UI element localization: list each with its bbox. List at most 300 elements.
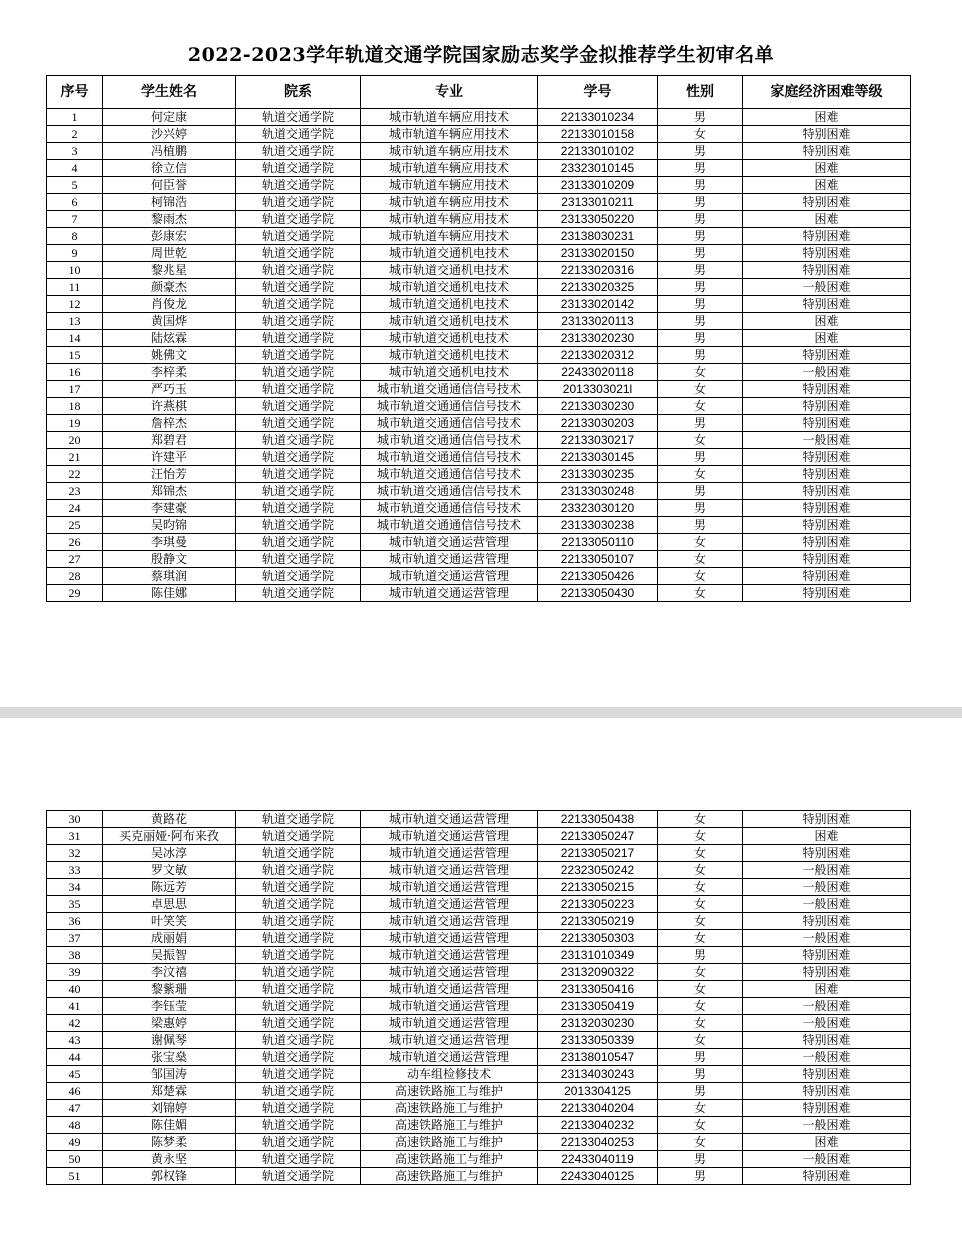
- cell-major: 城市轨道交通运营管理: [361, 981, 538, 998]
- cell-index: 15: [47, 347, 103, 364]
- cell-department: 轨道交通学院: [236, 449, 361, 466]
- table-row: [47, 947, 911, 964]
- cell-name: 汪怡芳: [103, 466, 236, 483]
- cell-student-id: 23133050416: [538, 981, 658, 998]
- table-row: [47, 109, 911, 126]
- cell-gender: 男: [658, 211, 743, 228]
- cell-name: 梁惠婷: [103, 1015, 236, 1032]
- cell-index: 35: [47, 896, 103, 913]
- cell-major: 城市轨道交通通信信号技术: [361, 483, 538, 500]
- cell-department: 轨道交通学院: [236, 1134, 361, 1151]
- cell-index: 16: [47, 364, 103, 381]
- cell-department: 轨道交通学院: [236, 1083, 361, 1100]
- cell-hardship-level: 特别困难: [743, 568, 911, 585]
- cell-major: 城市轨道交通运营管理: [361, 879, 538, 896]
- student-list-table-page2: [46, 810, 911, 1185]
- cell-hardship-level: 特别困难: [743, 947, 911, 964]
- cell-name: 陈佳娜: [103, 585, 236, 602]
- cell-student-id: 23138010547: [538, 1049, 658, 1066]
- cell-student-id: 22133050215: [538, 879, 658, 896]
- cell-department: 轨道交通学院: [236, 228, 361, 245]
- cell-major: 城市轨道交通通信信号技术: [361, 500, 538, 517]
- cell-gender: 男: [658, 245, 743, 262]
- cell-name: 李梓柔: [103, 364, 236, 381]
- cell-name: 郑楚霖: [103, 1083, 236, 1100]
- cell-department: 轨道交通学院: [236, 415, 361, 432]
- table-row: [47, 862, 911, 879]
- cell-hardship-level: 困难: [743, 981, 911, 998]
- col-header-student-id: 学号: [538, 76, 658, 109]
- cell-gender: 男: [658, 262, 743, 279]
- cell-hardship-level: 一般困难: [743, 1151, 911, 1168]
- cell-student-id: 22133020316: [538, 262, 658, 279]
- cell-department: 轨道交通学院: [236, 1100, 361, 1117]
- table-row: [47, 1049, 911, 1066]
- cell-gender: 男: [658, 483, 743, 500]
- cell-index: 41: [47, 998, 103, 1015]
- cell-hardship-level: 特别困难: [743, 415, 911, 432]
- cell-hardship-level: 特别困难: [743, 398, 911, 415]
- cell-student-id: 23133020113: [538, 313, 658, 330]
- cell-gender: 男: [658, 279, 743, 296]
- cell-department: 轨道交通学院: [236, 981, 361, 998]
- cell-gender: 女: [658, 964, 743, 981]
- cell-index: 37: [47, 930, 103, 947]
- cell-name: 黎兆星: [103, 262, 236, 279]
- cell-department: 轨道交通学院: [236, 913, 361, 930]
- cell-gender: 女: [658, 879, 743, 896]
- cell-hardship-level: 一般困难: [743, 879, 911, 896]
- cell-hardship-level: 困难: [743, 828, 911, 845]
- cell-department: 轨道交通学院: [236, 194, 361, 211]
- cell-hardship-level: 特别困难: [743, 1083, 911, 1100]
- cell-index: 4: [47, 160, 103, 177]
- cell-name: 黄永坚: [103, 1151, 236, 1168]
- table-row: [47, 194, 911, 211]
- cell-student-id: 22133050110: [538, 534, 658, 551]
- cell-name: 殷静文: [103, 551, 236, 568]
- table-row: [47, 364, 911, 381]
- cell-major: 城市轨道车辆应用技术: [361, 228, 538, 245]
- cell-major: 城市轨道交通运营管理: [361, 1015, 538, 1032]
- cell-major: 高速铁路施工与维护: [361, 1100, 538, 1117]
- cell-gender: 男: [658, 347, 743, 364]
- cell-major: 城市轨道交通通信信号技术: [361, 449, 538, 466]
- cell-student-id: 22133050303: [538, 930, 658, 947]
- cell-gender: 女: [658, 381, 743, 398]
- cell-major: 城市轨道交通机电技术: [361, 262, 538, 279]
- cell-major: 城市轨道交通机电技术: [361, 296, 538, 313]
- cell-major: 城市轨道交通运营管理: [361, 828, 538, 845]
- cell-gender: 男: [658, 177, 743, 194]
- cell-major: 城市轨道交通运营管理: [361, 998, 538, 1015]
- cell-gender: 女: [658, 1100, 743, 1117]
- cell-major: 城市轨道交通通信信号技术: [361, 517, 538, 534]
- table-row: [47, 913, 911, 930]
- cell-major: 城市轨道交通机电技术: [361, 245, 538, 262]
- cell-student-id: 22133020325: [538, 279, 658, 296]
- cell-major: 高速铁路施工与维护: [361, 1083, 538, 1100]
- cell-student-id: 23323010145: [538, 160, 658, 177]
- cell-major: 高速铁路施工与维护: [361, 1117, 538, 1134]
- cell-hardship-level: 困难: [743, 160, 911, 177]
- cell-department: 轨道交通学院: [236, 896, 361, 913]
- table-row: [47, 879, 911, 896]
- cell-student-id: 22133030145: [538, 449, 658, 466]
- cell-hardship-level: 特别困难: [743, 466, 911, 483]
- cell-student-id: 22433020118: [538, 364, 658, 381]
- cell-index: 10: [47, 262, 103, 279]
- cell-student-id: 22133040204: [538, 1100, 658, 1117]
- cell-major: 高速铁路施工与维护: [361, 1134, 538, 1151]
- table-row: [47, 551, 911, 568]
- cell-major: 城市轨道交通运营管理: [361, 913, 538, 930]
- cell-major: 城市轨道车辆应用技术: [361, 177, 538, 194]
- cell-name: 李汶禧: [103, 964, 236, 981]
- cell-department: 轨道交通学院: [236, 998, 361, 1015]
- cell-index: 12: [47, 296, 103, 313]
- cell-major: 城市轨道交通运营管理: [361, 1049, 538, 1066]
- cell-gender: 男: [658, 228, 743, 245]
- cell-name: 陈佳媚: [103, 1117, 236, 1134]
- cell-name: 刘锦婷: [103, 1100, 236, 1117]
- cell-name: 严巧玉: [103, 381, 236, 398]
- cell-student-id: 23138030231: [538, 228, 658, 245]
- cell-major: 城市轨道交通运营管理: [361, 585, 538, 602]
- cell-student-id: 22133010158: [538, 126, 658, 143]
- cell-name: 罗文敏: [103, 862, 236, 879]
- cell-department: 轨道交通学院: [236, 432, 361, 449]
- cell-hardship-level: 特别困难: [743, 194, 911, 211]
- table-row: [47, 449, 911, 466]
- table-row: [47, 296, 911, 313]
- cell-student-id: 22133050426: [538, 568, 658, 585]
- cell-index: 13: [47, 313, 103, 330]
- cell-index: 22: [47, 466, 103, 483]
- cell-department: 轨道交通学院: [236, 845, 361, 862]
- cell-student-id: 23133050339: [538, 1032, 658, 1049]
- cell-hardship-level: 特别困难: [743, 845, 911, 862]
- cell-hardship-level: 特别困难: [743, 143, 911, 160]
- cell-gender: 女: [658, 551, 743, 568]
- cell-hardship-level: 特别困难: [743, 126, 911, 143]
- cell-student-id: 22133050217: [538, 845, 658, 862]
- cell-index: 23: [47, 483, 103, 500]
- col-header-department: 院系: [236, 76, 361, 109]
- cell-name: 邹国涛: [103, 1066, 236, 1083]
- cell-major: 城市轨道交通运营管理: [361, 947, 538, 964]
- table-row: [47, 896, 911, 913]
- table-row: [47, 1032, 911, 1049]
- cell-gender: 女: [658, 585, 743, 602]
- cell-index: 3: [47, 143, 103, 160]
- cell-name: 吴昀锦: [103, 517, 236, 534]
- cell-department: 轨道交通学院: [236, 585, 361, 602]
- cell-index: 21: [47, 449, 103, 466]
- table-row: [47, 517, 911, 534]
- cell-hardship-level: 一般困难: [743, 896, 911, 913]
- cell-gender: 男: [658, 500, 743, 517]
- cell-department: 轨道交通学院: [236, 811, 361, 828]
- cell-department: 轨道交通学院: [236, 381, 361, 398]
- cell-index: 24: [47, 500, 103, 517]
- cell-major: 高速铁路施工与维护: [361, 1168, 538, 1185]
- cell-hardship-level: 特别困难: [743, 483, 911, 500]
- cell-name: 许燕棋: [103, 398, 236, 415]
- cell-gender: 女: [658, 1015, 743, 1032]
- table-row: [47, 500, 911, 517]
- cell-gender: 女: [658, 913, 743, 930]
- cell-hardship-level: 特别困难: [743, 228, 911, 245]
- cell-department: 轨道交通学院: [236, 483, 361, 500]
- table-body-page2: [47, 811, 911, 1185]
- cell-hardship-level: 特别困难: [743, 913, 911, 930]
- cell-department: 轨道交通学院: [236, 947, 361, 964]
- cell-gender: 女: [658, 398, 743, 415]
- cell-hardship-level: 特别困难: [743, 262, 911, 279]
- table-row: [47, 347, 911, 364]
- student-list-table-page1: [46, 75, 911, 602]
- table-row: [47, 262, 911, 279]
- cell-gender: 男: [658, 143, 743, 160]
- cell-student-id: 22133030230: [538, 398, 658, 415]
- table-row: [47, 228, 911, 245]
- cell-index: 48: [47, 1117, 103, 1134]
- cell-gender: 男: [658, 449, 743, 466]
- cell-department: 轨道交通学院: [236, 879, 361, 896]
- cell-student-id: 23133030248: [538, 483, 658, 500]
- cell-index: 25: [47, 517, 103, 534]
- cell-gender: 男: [658, 1066, 743, 1083]
- cell-gender: 男: [658, 194, 743, 211]
- table-row: [47, 585, 911, 602]
- cell-hardship-level: 困难: [743, 313, 911, 330]
- cell-gender: 女: [658, 1134, 743, 1151]
- col-header-gender: 性别: [658, 76, 743, 109]
- cell-hardship-level: 特别困难: [743, 381, 911, 398]
- table-row: [47, 1168, 911, 1185]
- cell-major: 城市轨道交通运营管理: [361, 534, 538, 551]
- cell-index: 49: [47, 1134, 103, 1151]
- table-row: [47, 534, 911, 551]
- cell-major: 城市轨道交通机电技术: [361, 279, 538, 296]
- cell-name: 郭权锋: [103, 1168, 236, 1185]
- cell-index: 46: [47, 1083, 103, 1100]
- cell-student-id: 23132090322: [538, 964, 658, 981]
- cell-name: 姚佛文: [103, 347, 236, 364]
- cell-index: 33: [47, 862, 103, 879]
- cell-hardship-level: 一般困难: [743, 862, 911, 879]
- cell-department: 轨道交通学院: [236, 245, 361, 262]
- cell-department: 轨道交通学院: [236, 964, 361, 981]
- cell-hardship-level: 特别困难: [743, 449, 911, 466]
- cell-student-id: 23133050220: [538, 211, 658, 228]
- cell-index: 42: [47, 1015, 103, 1032]
- cell-name: 卓思思: [103, 896, 236, 913]
- page-break-divider: [0, 707, 962, 718]
- table-row: [47, 811, 911, 828]
- cell-department: 轨道交通学院: [236, 109, 361, 126]
- cell-index: 51: [47, 1168, 103, 1185]
- cell-index: 39: [47, 964, 103, 981]
- cell-hardship-level: 一般困难: [743, 279, 911, 296]
- cell-name: 徐立信: [103, 160, 236, 177]
- cell-hardship-level: 特别困难: [743, 1066, 911, 1083]
- cell-hardship-level: 一般困难: [743, 998, 911, 1015]
- cell-index: 20: [47, 432, 103, 449]
- cell-hardship-level: 特别困难: [743, 245, 911, 262]
- cell-gender: 女: [658, 811, 743, 828]
- cell-index: 40: [47, 981, 103, 998]
- cell-name: 黎雨杰: [103, 211, 236, 228]
- table-row: [47, 160, 911, 177]
- cell-student-id: 22133040232: [538, 1117, 658, 1134]
- cell-student-id: 22133050107: [538, 551, 658, 568]
- cell-name: 许建平: [103, 449, 236, 466]
- cell-department: 轨道交通学院: [236, 262, 361, 279]
- cell-department: 轨道交通学院: [236, 364, 361, 381]
- cell-major: 高速铁路施工与维护: [361, 1151, 538, 1168]
- cell-student-id: 22133050219: [538, 913, 658, 930]
- cell-gender: 男: [658, 1083, 743, 1100]
- cell-name: 沙兴婷: [103, 126, 236, 143]
- cell-name: 陆炫霖: [103, 330, 236, 347]
- cell-gender: 女: [658, 432, 743, 449]
- cell-name: 肖俊龙: [103, 296, 236, 313]
- cell-index: 30: [47, 811, 103, 828]
- cell-index: 8: [47, 228, 103, 245]
- cell-gender: 女: [658, 126, 743, 143]
- cell-gender: 女: [658, 862, 743, 879]
- cell-student-id: 2013304125: [538, 1083, 658, 1100]
- cell-gender: 女: [658, 981, 743, 998]
- table-row: [47, 381, 911, 398]
- cell-name: 彭康宏: [103, 228, 236, 245]
- cell-major: 城市轨道车辆应用技术: [361, 109, 538, 126]
- cell-index: 1: [47, 109, 103, 126]
- cell-name: 吴冰淳: [103, 845, 236, 862]
- cell-student-id: 22133020312: [538, 347, 658, 364]
- table-row: [47, 845, 911, 862]
- col-header-major: 专业: [361, 76, 538, 109]
- cell-major: 城市轨道交通运营管理: [361, 930, 538, 947]
- cell-gender: 男: [658, 947, 743, 964]
- cell-name: 吴振智: [103, 947, 236, 964]
- table-row: [47, 432, 911, 449]
- cell-department: 轨道交通学院: [236, 279, 361, 296]
- cell-index: 36: [47, 913, 103, 930]
- cell-student-id: 23133020142: [538, 296, 658, 313]
- cell-name: 成丽娟: [103, 930, 236, 947]
- cell-student-id: 23133030238: [538, 517, 658, 534]
- cell-index: 19: [47, 415, 103, 432]
- cell-index: 26: [47, 534, 103, 551]
- cell-department: 轨道交通学院: [236, 126, 361, 143]
- table-row: [47, 126, 911, 143]
- table-row: [47, 211, 911, 228]
- cell-index: 27: [47, 551, 103, 568]
- cell-index: 9: [47, 245, 103, 262]
- cell-hardship-level: 特别困难: [743, 517, 911, 534]
- cell-index: 45: [47, 1066, 103, 1083]
- cell-hardship-level: 特别困难: [743, 585, 911, 602]
- cell-hardship-level: 困难: [743, 177, 911, 194]
- cell-gender: 男: [658, 1049, 743, 1066]
- cell-major: 城市轨道交通机电技术: [361, 330, 538, 347]
- cell-index: 14: [47, 330, 103, 347]
- cell-gender: 女: [658, 364, 743, 381]
- cell-gender: 女: [658, 845, 743, 862]
- cell-hardship-level: 困难: [743, 211, 911, 228]
- cell-department: 轨道交通学院: [236, 517, 361, 534]
- cell-hardship-level: 特别困难: [743, 296, 911, 313]
- cell-major: 城市轨道交通机电技术: [361, 313, 538, 330]
- cell-index: 34: [47, 879, 103, 896]
- cell-student-id: 22133040253: [538, 1134, 658, 1151]
- cell-name: 黎紫珊: [103, 981, 236, 998]
- cell-major: 城市轨道交通运营管理: [361, 1032, 538, 1049]
- cell-student-id: 22133030203: [538, 415, 658, 432]
- cell-gender: 男: [658, 1151, 743, 1168]
- table-row: [47, 313, 911, 330]
- cell-department: 轨道交通学院: [236, 534, 361, 551]
- cell-department: 轨道交通学院: [236, 1049, 361, 1066]
- cell-department: 轨道交通学院: [236, 1117, 361, 1134]
- cell-student-id: 23133030235: [538, 466, 658, 483]
- cell-major: 城市轨道车辆应用技术: [361, 211, 538, 228]
- table-row: [47, 330, 911, 347]
- cell-name: 何臣誉: [103, 177, 236, 194]
- table-row: [47, 415, 911, 432]
- cell-student-id: 22133030217: [538, 432, 658, 449]
- table-row: [47, 483, 911, 500]
- cell-major: 城市轨道交通机电技术: [361, 347, 538, 364]
- cell-gender: 男: [658, 330, 743, 347]
- cell-student-id: 23133050419: [538, 998, 658, 1015]
- cell-student-id: 22133010102: [538, 143, 658, 160]
- cell-department: 轨道交通学院: [236, 1151, 361, 1168]
- table-row: [47, 1083, 911, 1100]
- cell-index: 5: [47, 177, 103, 194]
- cell-department: 轨道交通学院: [236, 862, 361, 879]
- cell-name: 黄路花: [103, 811, 236, 828]
- cell-student-id: 22133010234: [538, 109, 658, 126]
- cell-major: 城市轨道交通运营管理: [361, 845, 538, 862]
- cell-hardship-level: 困难: [743, 1134, 911, 1151]
- cell-student-id: 22133050438: [538, 811, 658, 828]
- cell-name: 谢佩琴: [103, 1032, 236, 1049]
- cell-index: 29: [47, 585, 103, 602]
- cell-department: 轨道交通学院: [236, 1015, 361, 1032]
- table-row: [47, 1100, 911, 1117]
- cell-name: 陈远芳: [103, 879, 236, 896]
- table-row: [47, 398, 911, 415]
- cell-gender: 女: [658, 930, 743, 947]
- cell-hardship-level: 特别困难: [743, 347, 911, 364]
- table-row: [47, 1134, 911, 1151]
- cell-major: 城市轨道交通通信信号技术: [361, 398, 538, 415]
- cell-index: 32: [47, 845, 103, 862]
- cell-index: 43: [47, 1032, 103, 1049]
- cell-gender: 女: [658, 1032, 743, 1049]
- cell-major: 城市轨道车辆应用技术: [361, 126, 538, 143]
- cell-department: 轨道交通学院: [236, 930, 361, 947]
- cell-department: 轨道交通学院: [236, 500, 361, 517]
- cell-name: 何定康: [103, 109, 236, 126]
- cell-name: 陈梦柔: [103, 1134, 236, 1151]
- cell-index: 7: [47, 211, 103, 228]
- cell-name: 冯植鹏: [103, 143, 236, 160]
